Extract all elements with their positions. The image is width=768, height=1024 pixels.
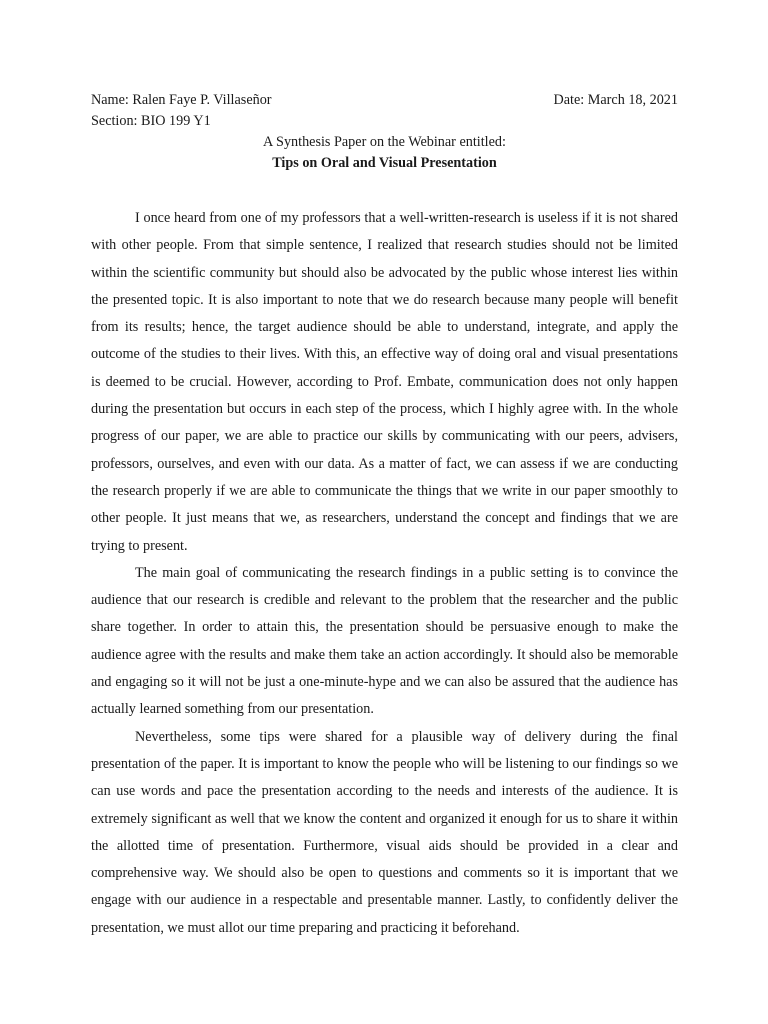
document-page bbox=[91, 90, 678, 942]
name-date-row bbox=[91, 90, 678, 111]
title-intro: A Synthesis Paper on the Webinar entitled: bbox=[263, 134, 506, 150]
paragraph-2: The main goal of communicating the research findings in a public setting is to convince the audience that our research is credible and relevant to the problem that the researcher and the public share together. In order to attain this, the presentation should be persuasive enough to make the audience agree with the results and make them take an action accordingly. It should also be memorable and engaging so it will not be just a one-minute-hype and we can also be assured that the audience has actually learned something from our presentation. bbox=[91, 564, 678, 718]
paragraph-3: Nevertheless, some tips were shared for a plausible way of delivery during the final presentation of the paper. It is important to know the people who will be listening to our findings so we can use words and pace the presentation according to the needs and interests of the audience. It is extremely significant as well that we know the content and organized it enough for us to share it within the allotted time of presentation. Furthermore, visual aids should be provided in a clear and comprehensive way. We should also be open to questions and comments so it is important that we engage with our audience in a respectable and presentable manner. Lastly, to confidently deliver the presentation, we must allot our time preparing and practicing it beforehand. bbox=[91, 728, 678, 936]
author-name: Name: Ralen Faye P. Villaseñor bbox=[91, 92, 272, 108]
course-section: Section: BIO 199 Y1 bbox=[91, 113, 211, 129]
document-body bbox=[91, 205, 678, 942]
document-date: Date: March 18, 2021 bbox=[553, 92, 678, 108]
paragraph-1: I once heard from one of my professors that a well-written-research is useless if it is not shared with other people. From that simple sentence, I realized that research studies should not be limited within the scientific community but should also be advocated by the public whose interest lies within the presented topic. It is also important to note that we do research because many people will benefit from its results; hence, the target audience should be able to understand, integrate, and apply the outcome of the studies to their lives. With this, an effective way of doing oral and visual presentations is deemed to be crucial. However, according to Prof. Embate, communication does not only happen during the presentation but occurs in each step of the process, which I highly agree with. In the whole progress of our paper, we are able to practice our skills by communicating with our peers, advisers, professors, ourselves, and even with our data. As a matter of fact, we can assess if we are conducting the research properly if we are able to communicate the things that we write in our paper smoothly to other people. It just means that we, as researchers, understand the concept and findings that we are trying to present. bbox=[91, 210, 678, 554]
section-row bbox=[91, 111, 678, 132]
document-title: Tips on Oral and Visual Presentation bbox=[272, 155, 497, 171]
